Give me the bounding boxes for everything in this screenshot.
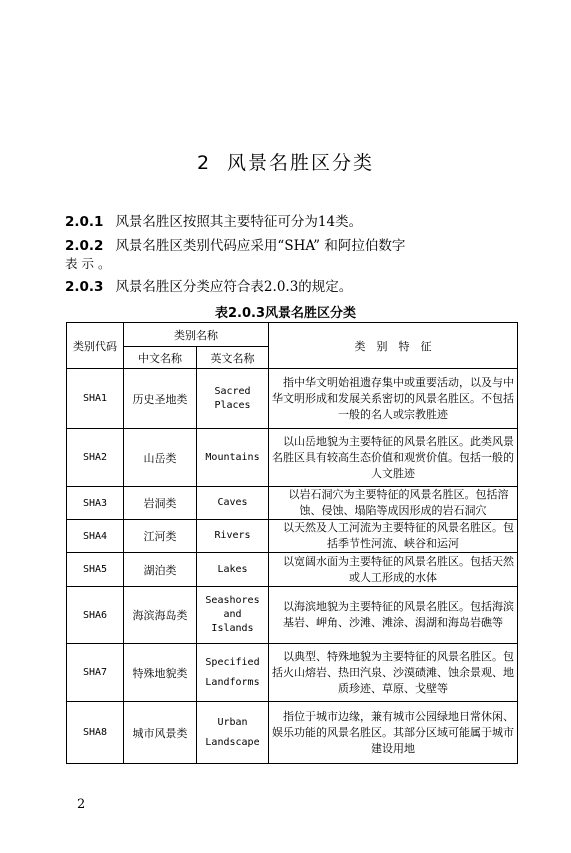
english-name-line: and	[223, 609, 242, 620]
category-feature: 以岩石洞穴为主要特征的风景名胜区。包括溶蚀、侵蚀、塌陷等成因形成的岩石洞穴	[269, 487, 518, 520]
header-feature: 类 别 特 征	[269, 323, 518, 369]
section-heading	[0, 148, 571, 175]
table-caption: 表2.0.3风景名胜区分类	[214, 306, 356, 321]
category-feature: 以天然及人工河流为主要特征的风景名胜区。包括季节性河流、峡谷和运河	[269, 520, 518, 553]
chinese-name: 历史圣地类	[124, 369, 197, 429]
paragraph-2-0-3	[65, 275, 352, 295]
chinese-name: 湖泊类	[124, 553, 197, 587]
english-name-line: Seashores	[205, 595, 260, 606]
english-name-line: Lakes	[217, 563, 248, 575]
category-code: SHA1	[67, 369, 124, 429]
clause-text: 风景名胜区按照其主要特征可分为14类。	[115, 214, 363, 230]
category-feature: 指位于城市边缘，兼有城市公园绿地日常休闲、娱乐功能的风景名胜区。其部分区域可能属于城市建设用地	[269, 702, 518, 764]
table-row	[67, 644, 518, 702]
clause-text: 风景名胜区分类应符合表2.0.3的规定。	[115, 279, 353, 295]
classification-table	[66, 322, 518, 764]
english-name-line: Islands	[211, 623, 254, 634]
paragraph-2-0-1	[65, 210, 362, 230]
chinese-name: 海滨海岛类	[124, 587, 197, 644]
category-code: SHA7	[67, 644, 124, 702]
english-name	[197, 429, 269, 487]
chinese-name: 特殊地貌类	[124, 644, 197, 702]
english-name-line: Mountains	[205, 451, 260, 463]
table-row	[67, 369, 518, 429]
english-name-line: Sacred Places	[214, 385, 251, 411]
header-name-group: 类别名称	[124, 323, 269, 347]
chinese-name: 江河类	[124, 520, 197, 553]
section-title: 风景名胜区分类	[227, 152, 375, 174]
english-name	[197, 520, 269, 553]
english-name-line: Landforms	[205, 676, 260, 688]
table-row	[67, 429, 518, 487]
english-name	[197, 487, 269, 520]
chinese-name: 岩洞类	[124, 487, 197, 520]
paragraph-2-0-2	[65, 234, 405, 254]
category-code: SHA6	[67, 587, 124, 644]
english-name-line: Specified	[205, 656, 260, 668]
english-name	[197, 702, 269, 764]
paragraph-2-0-2-continuation: 表示。	[65, 256, 115, 271]
category-feature: 以典型、特殊地貌为主要特征的风景名胜区。包括火山熔岩、热田汽泉、沙漠碛滩、蚀余景观、地质珍迹、草原、戈壁等	[269, 644, 518, 702]
category-code: SHA8	[67, 702, 124, 764]
english-name-line: Landscape	[205, 736, 260, 748]
header-code: 类别代码	[67, 323, 124, 369]
section-number: 2	[196, 152, 212, 174]
category-code: SHA2	[67, 429, 124, 487]
table-row	[67, 702, 518, 764]
header-chinese-name: 中文名称	[124, 347, 197, 369]
category-feature: 以宽阔水面为主要特征的风景名胜区。包括天然或人工形成的水体	[269, 553, 518, 587]
page-number: 2	[77, 797, 86, 812]
table-row	[67, 553, 518, 587]
english-name	[197, 644, 269, 702]
clause-number: 2.0.3	[65, 279, 104, 295]
clause-number: 2.0.1	[65, 214, 104, 230]
clause-number: 2.0.2	[65, 238, 104, 254]
category-code: SHA3	[67, 487, 124, 520]
english-name-line: Rivers	[214, 530, 251, 541]
english-name	[197, 369, 269, 429]
english-name	[197, 587, 269, 644]
category-code: SHA5	[67, 553, 124, 587]
category-feature: 以山岳地貌为主要特征的风景名胜区。此类风景名胜区具有较高生态价值和观赏价值。包括一般的人文胜迹	[269, 429, 518, 487]
category-feature: 以海滨地貌为主要特征的风景名胜区。包括海滨基岩、岬角、沙滩、滩涂、潟湖和海岛岩礁等	[269, 587, 518, 644]
header-english-name: 英文名称	[197, 347, 269, 369]
table-row	[67, 520, 518, 553]
category-code: SHA4	[67, 520, 124, 553]
category-feature: 指中华文明始祖遗存集中或重要活动，以及与中华文明形成和发展关系密切的风景名胜区。不包括一般的名人或宗教胜迹	[269, 369, 518, 429]
table-body	[67, 369, 518, 764]
english-name-line: Caves	[217, 497, 248, 508]
english-name-line: Urban	[217, 716, 248, 728]
chinese-name: 城市风景类	[124, 702, 197, 764]
english-name	[197, 553, 269, 587]
table-row	[67, 587, 518, 644]
clause-text: 风景名胜区类别代码应采用“SHA” 和阿拉伯数字	[115, 238, 406, 254]
chinese-name: 山岳类	[124, 429, 197, 487]
table-row	[67, 487, 518, 520]
